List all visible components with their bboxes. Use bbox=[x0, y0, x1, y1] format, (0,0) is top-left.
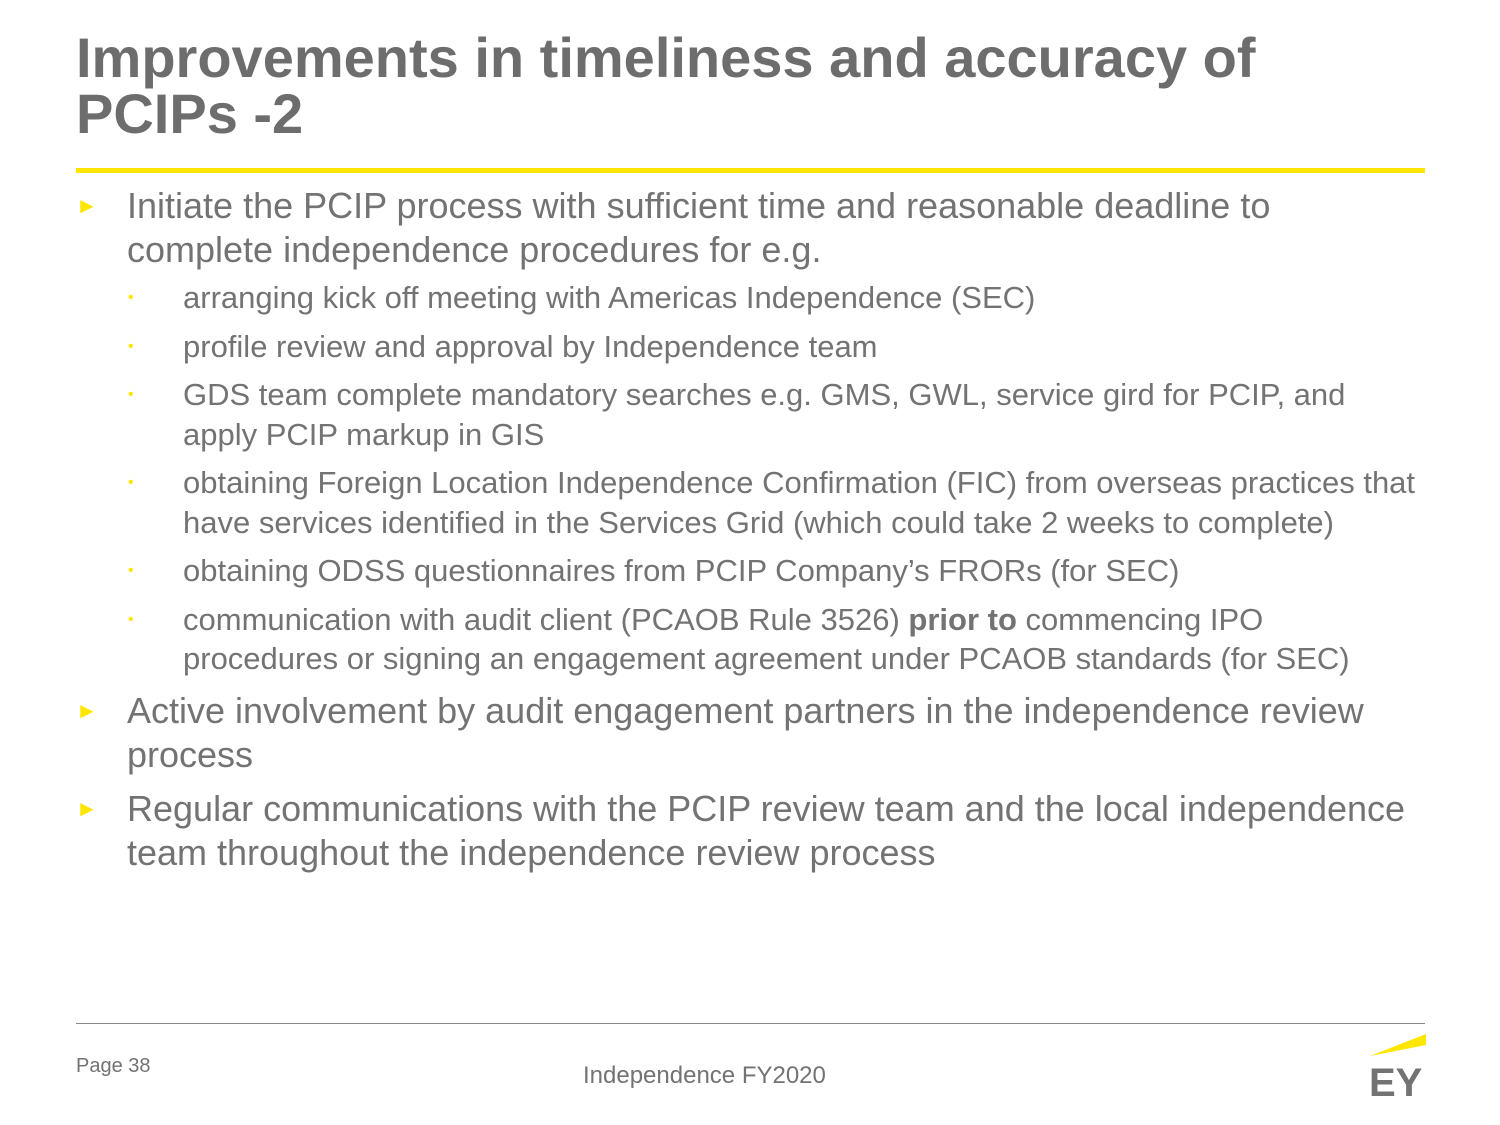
ey-logo-beam bbox=[1370, 1034, 1426, 1056]
bullet-arrow-icon: ► bbox=[76, 697, 98, 723]
sub-bullet-item bbox=[76, 327, 1426, 367]
sub-bullet-dot-icon: • bbox=[128, 386, 134, 403]
sub-bullet-text: profile review and approval by Independence team bbox=[183, 328, 878, 364]
sub-bullet-dot-icon: • bbox=[128, 474, 134, 491]
ey-logo-text: EY bbox=[1369, 1061, 1423, 1098]
slide-title: Improvements in timeliness and accuracy of PCIPs -2 bbox=[76, 26, 1256, 145]
sub-bullet-item bbox=[76, 463, 1426, 542]
sub-bullet-item bbox=[76, 551, 1426, 591]
bullet-text: Active involvement by audit engagement partners in the independence review process bbox=[127, 689, 1364, 775]
bullet-text: Initiate the PCIP process with sufficient time and reasonable deadline to complete independence procedures for e.g. bbox=[127, 185, 1271, 270]
sub-bullet-text-part: commencing IPO procedures or signing an engagement agreement under PCAOB standards (for SEC) bbox=[183, 601, 1350, 676]
sub-bullet-list bbox=[76, 278, 1426, 679]
bullet-item bbox=[76, 689, 1426, 777]
sub-bullet-text-part: communication with audit client (PCAOB Rule 3526) bbox=[183, 601, 909, 637]
sub-bullet-item bbox=[76, 278, 1426, 318]
bullet-item bbox=[76, 184, 1426, 272]
title-divider bbox=[76, 168, 1425, 173]
sub-bullet-item bbox=[76, 600, 1426, 679]
slide-content bbox=[76, 184, 1426, 875]
sub-bullet-text: GDS team complete mandatory searches e.g. GMS, GWL, service gird for PCIP, and apply PCIP markup in GIS bbox=[183, 377, 1346, 452]
footer-title: Independence FY2020 bbox=[583, 1062, 826, 1089]
page-number: Page 38 bbox=[76, 1055, 151, 1077]
sub-bullet-text bbox=[183, 602, 1350, 677]
sub-bullet-dot-icon: • bbox=[128, 289, 134, 306]
sub-bullet-dot-icon: • bbox=[128, 562, 134, 579]
bullet-arrow-icon: ► bbox=[76, 795, 98, 821]
sub-bullet-text: obtaining ODSS questionnaires from PCIP Company’s FRORs (for SEC) bbox=[183, 553, 1180, 588]
bullet-arrow-icon: ► bbox=[76, 193, 98, 218]
emphasis-text: prior to bbox=[908, 601, 1017, 637]
sub-bullet-text: arranging kick off meeting with Americas Independence (SEC) bbox=[183, 280, 1036, 315]
sub-bullet-dot-icon: • bbox=[128, 337, 134, 355]
bullet-item bbox=[76, 787, 1426, 875]
bullet-text: Regular communications with the PCIP review team and the local independence team throughout the independence review process bbox=[127, 787, 1406, 873]
footer-divider bbox=[76, 1023, 1425, 1024]
sub-bullet-dot-icon: • bbox=[128, 610, 134, 628]
sub-bullet-text: obtaining Foreign Location Independence Confirmation (FIC) from overseas practices that have services identified in the Services Grid (which could take 2 weeks to complete) bbox=[183, 465, 1416, 540]
sub-bullet-item bbox=[76, 375, 1426, 454]
ey-logo bbox=[1368, 1034, 1428, 1098]
